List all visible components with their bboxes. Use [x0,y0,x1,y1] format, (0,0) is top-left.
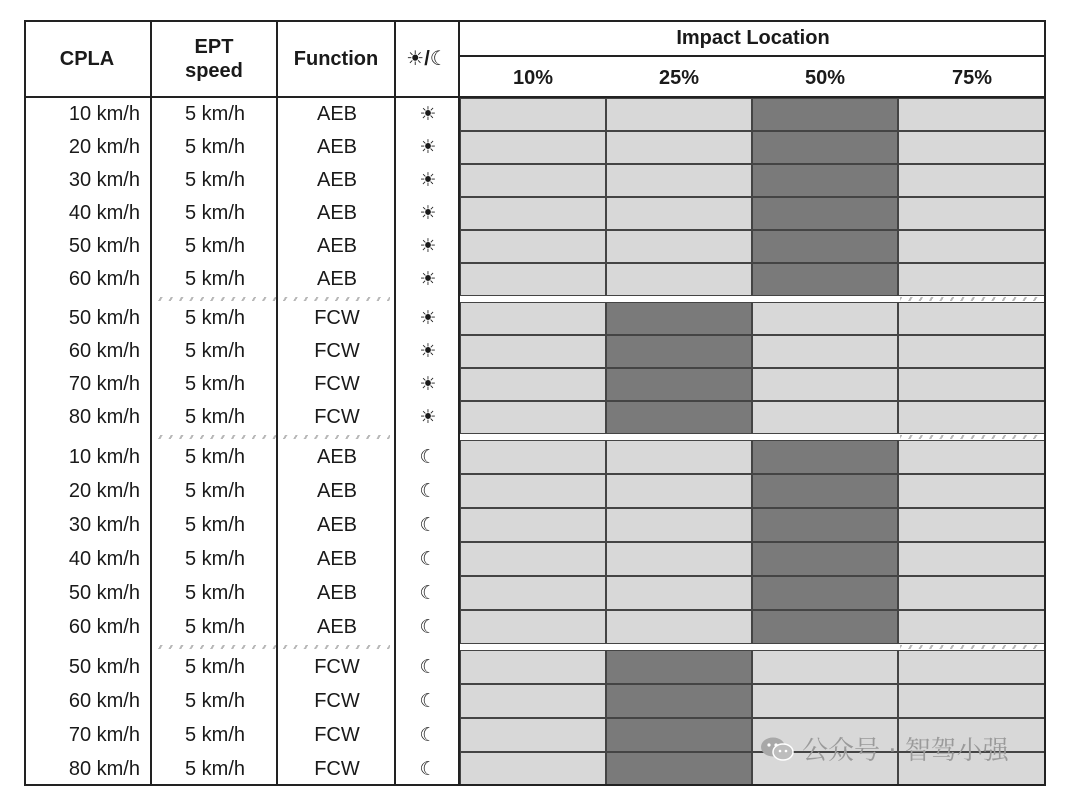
ept-speed-cell: 5 km/h [184,373,246,395]
cpla-cell: 20 km/h [68,136,140,158]
sun-icon: ☀ [419,341,437,362]
impact-cell [460,650,606,684]
impact-cell [898,542,1046,576]
impact-cell [460,230,606,263]
impact-cell [606,440,752,474]
impact-cell [460,98,606,131]
separator-hatch [900,645,1040,649]
moon-icon: ☾ [419,446,437,468]
impact-cell [752,230,898,263]
impact-cell [898,197,1046,230]
separator-hatch [900,297,1040,301]
sun-icon: ☀ [419,269,437,290]
moon-icon: ☾ [419,656,437,678]
impact-cell [752,610,898,644]
cpla-cell: 40 km/h [68,202,140,224]
impact-cell [460,440,606,474]
impact-cell [606,263,752,296]
cpla-cell: 50 km/h [68,235,140,257]
function-cell: AEB [316,615,358,638]
impact-cell [460,684,606,718]
impact-cell [460,401,606,434]
ept-speed-cell: 5 km/h [184,169,246,191]
function-cell: AEB [316,235,358,257]
impact-cell [898,508,1046,542]
moon-icon: ☾ [419,616,437,638]
function-cell: FCW [314,307,360,329]
function-cell: FCW [314,406,360,428]
ept-speed-cell: 5 km/h [184,202,246,224]
column-divider [276,20,278,786]
function-cell: AEB [316,581,358,604]
column-divider [1044,20,1046,786]
impact-cell [898,650,1046,684]
impact-cell [898,684,1046,718]
impact-cell [898,368,1046,401]
impact-cell [460,752,606,786]
impact-cell [752,164,898,197]
impact-cell [898,164,1046,197]
table-bottom-border [24,784,1046,786]
moon-icon: ☾ [419,514,437,536]
header-location-50: 50% [804,67,846,89]
ept-speed-cell: 5 km/h [184,307,246,329]
ept-speed-cell: 5 km/h [184,268,246,290]
sun-icon: ☀ [419,236,437,257]
ept-speed-cell: 5 km/h [184,689,246,712]
header-ept-speed: EPT speed [185,36,243,82]
watermark-text: 公众号 · 智驾小强 [802,736,1009,766]
column-divider [150,20,152,786]
impact-cell [606,98,752,131]
function-cell: FCW [314,757,360,780]
ept-speed-cell: 5 km/h [184,757,246,780]
impact-cell [606,164,752,197]
impact-cell [898,474,1046,508]
impact-cell [460,610,606,644]
impact-cell [752,197,898,230]
function-cell: FCW [314,689,360,712]
cpla-cell: 50 km/h [68,581,140,604]
impact-cell [460,263,606,296]
impact-cell [898,440,1046,474]
impact-cell [460,164,606,197]
sun-icon: ☀ [419,137,437,158]
moon-icon: ☾ [419,548,437,570]
ept-speed-cell: 5 km/h [184,103,246,125]
function-cell: AEB [316,268,358,290]
column-divider [458,20,460,786]
ept-speed-cell: 5 km/h [184,615,246,638]
impact-cell [606,474,752,508]
impact-cell [752,542,898,576]
header-impact-location: Impact Location [676,27,830,49]
sun-icon: ☀ [419,104,437,125]
sun-icon: ☀ [419,407,437,428]
function-cell: AEB [316,169,358,191]
impact-cell [460,718,606,752]
impact-cell [606,718,752,752]
impact-cell [752,684,898,718]
impact-cell [606,368,752,401]
impact-cell [606,230,752,263]
impact-cell [752,335,898,368]
impact-cell [606,684,752,718]
ept-speed-cell: 5 km/h [184,235,246,257]
impact-cell [898,335,1046,368]
table-top-border [24,20,1046,22]
impact-cell [898,576,1046,610]
separator-hatch [150,297,390,301]
impact-cell [752,508,898,542]
function-cell: AEB [316,136,358,158]
function-cell: FCW [314,723,360,746]
separator-hatch [150,645,390,649]
ept-speed-cell: 5 km/h [184,723,246,746]
watermark [760,730,1009,767]
cpla-cell: 60 km/h [68,689,140,712]
impact-cell [752,650,898,684]
impact-cell [898,401,1046,434]
cpla-cell: 70 km/h [68,373,140,395]
ept-speed-cell: 5 km/h [184,340,246,362]
impact-cell [460,131,606,164]
impact-cell [898,230,1046,263]
impact-cell [752,401,898,434]
impact-cell [898,610,1046,644]
header-function: Function [293,48,379,70]
ept-speed-cell: 5 km/h [184,406,246,428]
sun-icon: ☀ [419,308,437,329]
cpla-cell: 60 km/h [68,268,140,290]
impact-cell [606,131,752,164]
impact-cell [898,302,1046,335]
function-cell: AEB [316,479,358,502]
impact-cell [752,368,898,401]
impact-cell [752,302,898,335]
wechat-icon [760,736,794,762]
impact-cell [606,401,752,434]
moon-icon: ☾ [419,582,437,604]
column-divider [394,20,396,786]
function-cell: AEB [316,202,358,224]
impact-cell [460,302,606,335]
header-location-75: 75% [951,67,993,89]
impact-cell [460,542,606,576]
cpla-cell: 30 km/h [68,513,140,536]
impact-cell [898,131,1046,164]
sun-icon: ☀ [419,203,437,224]
cpla-cell: 50 km/h [68,307,140,329]
ept-speed-cell: 5 km/h [184,513,246,536]
impact-cell [460,368,606,401]
cpla-cell: 80 km/h [68,757,140,780]
moon-icon: ☾ [419,480,437,502]
moon-icon: ☾ [419,690,437,712]
cpla-cell: 80 km/h [68,406,140,428]
impact-cell [898,98,1046,131]
function-cell: AEB [316,103,358,125]
impact-cell [606,197,752,230]
impact-cell [752,131,898,164]
header-bottom-border [24,96,1046,98]
impact-cell [752,98,898,131]
ept-speed-cell: 5 km/h [184,547,246,570]
function-cell: FCW [314,340,360,362]
cpla-cell: 40 km/h [68,547,140,570]
impact-cell [460,508,606,542]
moon-icon: ☾ [419,724,437,746]
impact-cell [460,197,606,230]
header-day-night: ☀/☾ [406,48,448,70]
separator-hatch [150,435,390,439]
function-cell: AEB [316,445,358,468]
cpla-cell: 20 km/h [68,479,140,502]
column-divider [24,20,26,786]
moon-icon: ☾ [419,758,437,780]
ept-speed-cell: 5 km/h [184,581,246,604]
sun-icon: ☀ [419,170,437,191]
impact-cell [460,335,606,368]
impact-cell [606,650,752,684]
cpla-cell: 10 km/h [68,103,140,125]
cpla-cell: 30 km/h [68,169,140,191]
ept-speed-cell: 5 km/h [184,445,246,468]
header-location-25: 25% [658,67,700,89]
impact-cell [606,576,752,610]
function-cell: AEB [316,513,358,536]
header-cpla: CPLA [59,48,115,70]
impact-cell [752,440,898,474]
function-cell: AEB [316,547,358,570]
impact-cell [606,302,752,335]
impact-cell [898,263,1046,296]
cpla-cell: 60 km/h [68,340,140,362]
function-cell: FCW [314,655,360,678]
function-cell: FCW [314,373,360,395]
impact-cell [606,508,752,542]
impact-cell [752,474,898,508]
header-location-10: 10% [512,67,554,89]
impact-cell [606,542,752,576]
cpla-cell: 10 km/h [68,445,140,468]
ept-speed-cell: 5 km/h [184,655,246,678]
impact-cell [606,610,752,644]
sun-icon: ☀ [419,374,437,395]
impact-cell [752,576,898,610]
impact-cell [460,474,606,508]
ept-speed-cell: 5 km/h [184,136,246,158]
cpla-cell: 50 km/h [68,655,140,678]
impact-cell [460,576,606,610]
impact-cell [606,752,752,786]
impact-cell [606,335,752,368]
impact-cell [752,263,898,296]
impact-header-divider [460,55,1046,57]
separator-hatch [900,435,1040,439]
ept-speed-cell: 5 km/h [184,479,246,502]
cpla-cell: 60 km/h [68,615,140,638]
cpla-cell: 70 km/h [68,723,140,746]
